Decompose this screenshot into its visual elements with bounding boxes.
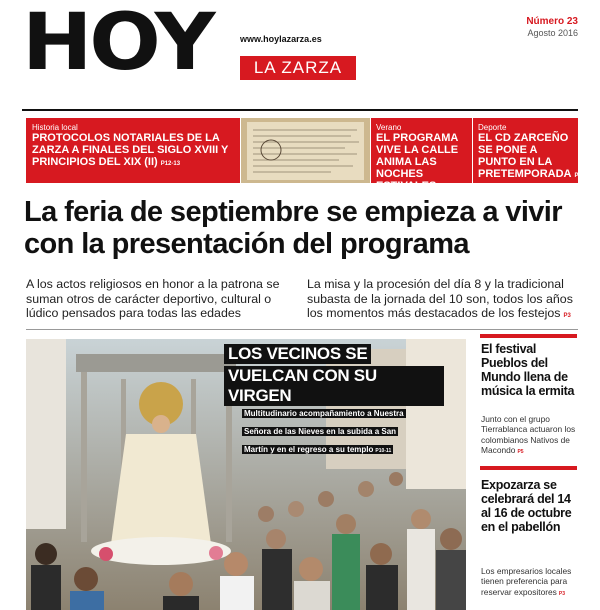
sidebar-story-summary: Los empresarios locales tienen preferencia para reservar expositores	[481, 566, 572, 597]
edition-badge: LA ZARZA	[240, 56, 356, 80]
promo-verano[interactable]	[371, 118, 472, 192]
sidebar-divider	[480, 334, 577, 338]
page-reference: P12-13	[160, 160, 181, 167]
website-link[interactable]: www.hoylazarza.es	[240, 34, 322, 44]
page-reference: P3	[563, 313, 571, 320]
sidebar-story-title[interactable]: Expozarza se celebrará del 14 al 16 de octubre en el pabellón	[481, 478, 572, 534]
section-divider	[26, 329, 578, 330]
sidebar-story-title[interactable]: El festival Pueblos del Mundo llena de música la ermita	[481, 342, 575, 398]
promo-document-photo	[241, 118, 370, 183]
sidebar-divider	[480, 466, 577, 470]
old-document-image	[241, 118, 370, 183]
masthead	[0, 0, 600, 112]
promo-kicker: Verano	[376, 123, 402, 132]
promo-historia-local[interactable]	[26, 118, 240, 183]
promo-kicker: Historia local	[32, 123, 78, 132]
page-reference: P5	[517, 448, 524, 455]
main-headline[interactable]: La feria de septiembre se empieza a vivir con la presentación del programa	[24, 196, 562, 261]
photo-headline-line: VUELCAN CON SU VIRGEN	[224, 366, 444, 406]
sidebar-story-text	[481, 566, 577, 597]
promo-kicker: Deporte	[478, 123, 507, 132]
deck-left: A los actos religiosos en honor a la patrona se suman otros de carácter deportivo, cultural o lúdico pensados para todas las edades	[26, 277, 280, 321]
photo-caption-text: Multitudinario acompañamiento a Nuestra Señora de las Nieves en la subida a San Martín y en el regreso a su templo	[244, 409, 404, 454]
photo-headline[interactable]	[224, 344, 444, 408]
issue-date: Agosto 2016	[527, 27, 578, 38]
issue-info	[526, 16, 578, 38]
newspaper-logo: HOY	[22, 0, 213, 88]
page-reference: P10-11	[375, 448, 392, 454]
page-reference: P3	[558, 590, 565, 597]
promo-title: EL CD ZARCEÑO SE PONE A PUNTO EN LA PRETEMPORADA	[478, 132, 572, 180]
deck-right-text: La misa y la procesión del día 8 y la tradicional subasta de la jornada del 10 son, todos los años los momentos más destacados de los festejos	[307, 277, 573, 321]
deck-right	[307, 277, 577, 321]
sidebar-story-text	[481, 414, 577, 455]
promo-title: PROTOCOLOS NOTARIALES DE LA ZARZA A FINALES DEL SIGLO XVIII Y PRINCIPIOS DEL XIX (II)	[32, 132, 229, 168]
masthead-divider	[22, 109, 578, 111]
promo-title: EL PROGRAMA VIVE LA CALLE ANIMA LAS NOCHES ESTIVALES	[376, 132, 459, 192]
photo-headline-line: LOS VECINOS SE	[224, 344, 371, 364]
issue-number: Número 23	[526, 16, 578, 27]
photo-caption	[242, 403, 414, 457]
page-reference: P15	[574, 172, 586, 179]
sidebar-story-summary: Junto con el grupo Tierrablanca actuaron los colombianos Nativos de Macondo	[481, 414, 576, 455]
page-reference: P5	[439, 184, 447, 191]
promo-deporte[interactable]	[473, 118, 586, 183]
